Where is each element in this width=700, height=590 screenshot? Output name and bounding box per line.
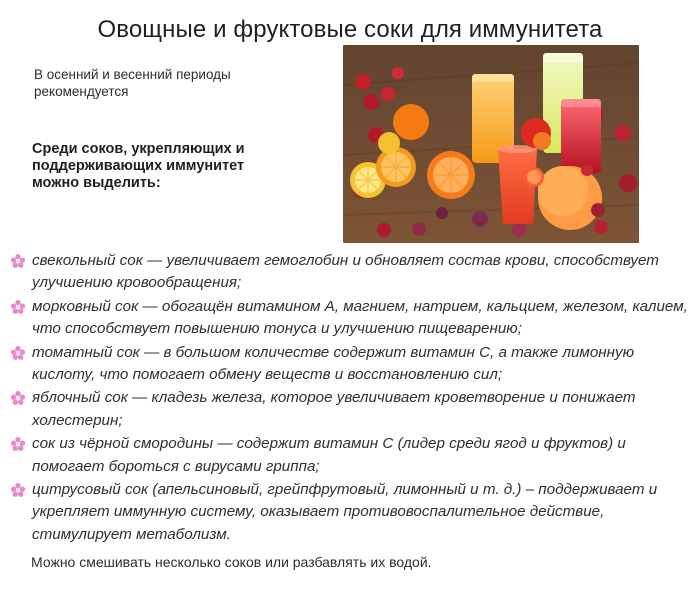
list-item-text: свекольный сок — увеличивает гемоглобин и обновляет состав крови, способствует улучшению кровообращения; — [32, 252, 659, 292]
list-item — [8, 342, 692, 387]
list-item-text: цитрусовый сок (апельсиновый, грейпфрутовый, лимонный и т. д.) – поддерживает и укрепляет иммунную систему, оказывает противовоспалительное действие, стимулирует метаболизм. — [32, 481, 658, 543]
flower-icon — [10, 482, 26, 498]
closing-note: Можно смешивать несколько соков или разбавлять их водой. — [31, 554, 432, 570]
flower-icon — [10, 436, 26, 452]
list-intro — [32, 141, 317, 192]
page-title: Овощные и фруктовые соки для иммунитета — [97, 16, 603, 43]
juices-photo — [343, 45, 639, 243]
flower-icon — [10, 253, 26, 269]
list-item — [8, 479, 692, 546]
intro-line-1: В осенний и весенний периоды — [34, 67, 231, 82]
juice-list — [8, 250, 692, 547]
list-intro-line-3: можно выделить: — [32, 175, 161, 191]
list-item-text: томатный сок — в большом количестве содержит витамин С, а также лимонную кислоту, что помогает обмену веществ и восстановлению сил; — [32, 343, 634, 384]
flower-icon — [10, 390, 26, 406]
list-item-text: сок из чёрной смородины — содержит витамин С (лидер среди ягод и фруктов) и помогает бороться с вирусами гриппа; — [32, 435, 626, 475]
list-item — [8, 296, 692, 341]
list-item — [8, 250, 692, 295]
intro-text — [34, 66, 304, 100]
list-item-text: морковный сок — обогащён витамином А, магнием, натрием, кальцием, железом, калием, что способствует повышению тонуса и улучшению пищеварению; — [32, 297, 688, 338]
flower-icon — [10, 345, 26, 361]
flower-icon — [10, 299, 26, 315]
list-intro-line-1: Среди соков, укрепляющих и — [32, 141, 245, 157]
list-intro-line-2: поддерживающих иммунитет — [32, 158, 245, 174]
intro-line-2: рекомендуется — [34, 84, 129, 99]
list-item-text: яблочный сок — кладезь железа, которое увеличивает кроветворение и понижает холестерин; — [32, 389, 636, 429]
list-item — [8, 433, 692, 478]
list-item — [8, 387, 692, 432]
